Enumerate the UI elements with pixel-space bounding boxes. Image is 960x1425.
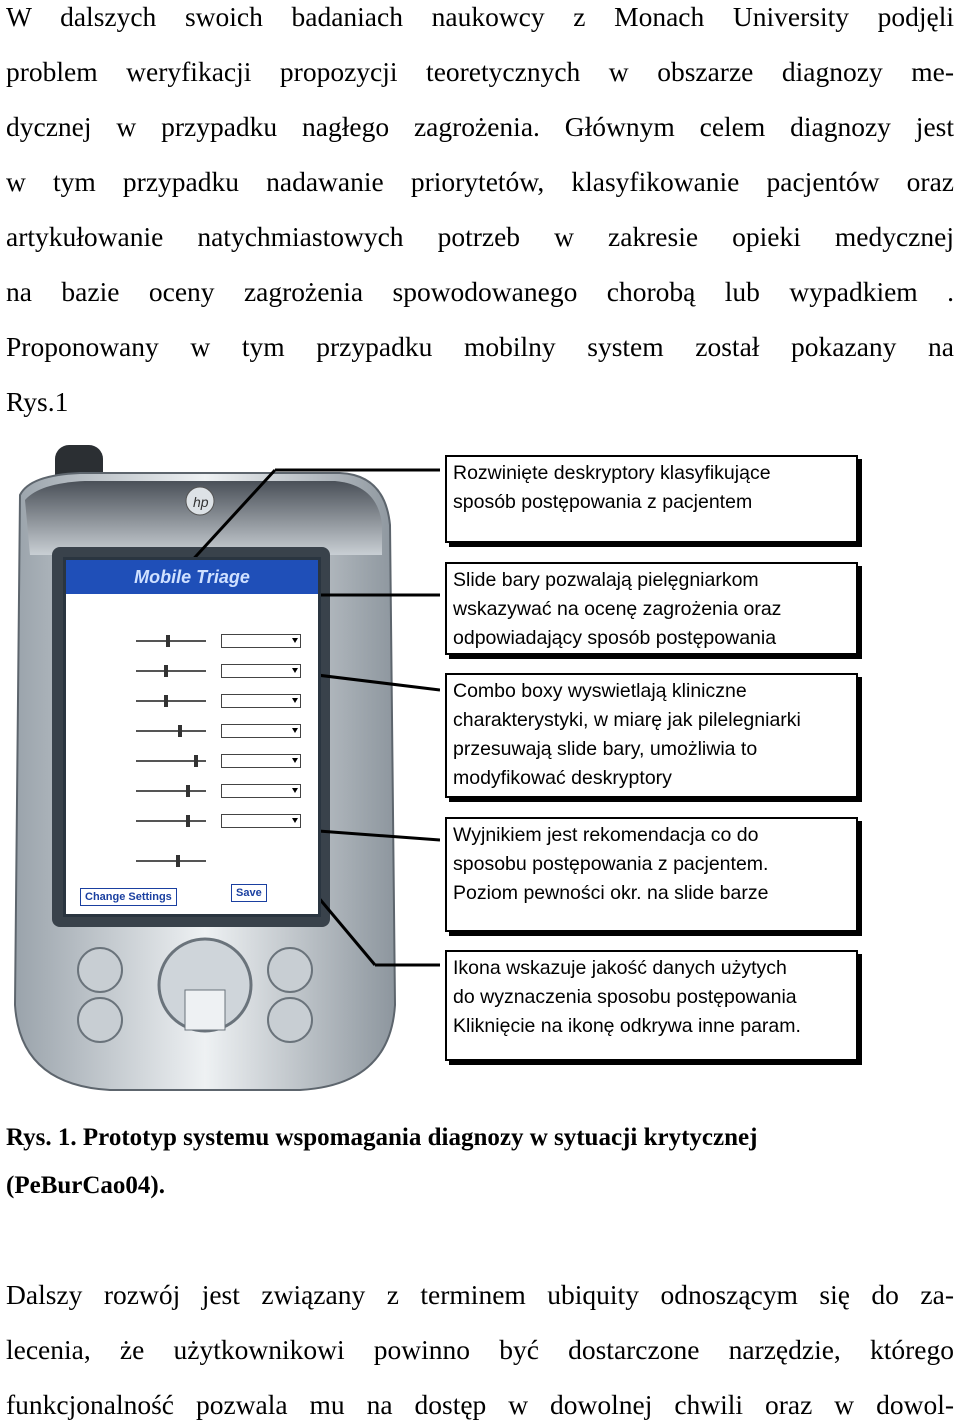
annotation-combo-boxes [445,673,858,798]
annotation-line: Wyjnikiem jest rekomendacja co do [453,824,759,846]
slider[interactable] [136,820,206,822]
combo-box[interactable] [221,814,301,828]
annotation-line: do wyznaczenia sposobu postępowania [453,986,797,1008]
slider-knob[interactable] [166,635,170,647]
annotation-line: odpowiadający sposób postępowania [453,627,777,649]
text-line: dycznej w przypadku nagłego zagrożenia. Głównym celem diagnozy jest [6,111,954,142]
annotation-descriptors [445,455,858,543]
slider-knob[interactable] [178,725,182,737]
slider[interactable] [136,860,206,862]
slider[interactable] [136,640,206,642]
svg-text:hp: hp [193,494,209,510]
combo-box[interactable] [221,664,301,678]
slider-knob[interactable] [176,855,180,867]
figure-caption-line1: Rys. 1. Prototyp systemu wspomagania diagnozy w sytuacji krytycznej [6,1124,758,1151]
annotation-line: Kliknięcie na ikonę odkrywa inne param. [453,1015,801,1037]
annotation-line: modyfikować deskryptory [453,767,672,789]
annotation-line: charakterystyki, w miarę jak pilelegniarki [453,709,801,731]
text-line: w tym przypadku nadawanie priorytetów, klasyfikowanie pacjentów oraz [6,166,954,197]
annotation-slide-bars [445,562,858,655]
combo-box[interactable] [221,754,301,768]
save-button[interactable]: Save [231,884,267,902]
annotation-recommendation [445,817,858,932]
annotation-line: Slide bary pozwalają pielęgniarkom [453,569,759,591]
text-line: lecenia, że użytkownikowi powinno być dostarczone narzędzie, którego [6,1334,954,1365]
slider[interactable] [136,790,206,792]
combo-box[interactable] [221,694,301,708]
annotation-line: Combo boxy wyswietlają kliniczne [453,680,747,702]
slider[interactable] [136,670,206,672]
slider[interactable] [136,730,206,732]
text-line: funkcjonalność pozwala mu na dostęp w dowolnej chwili oraz w dowol- [6,1389,954,1420]
annotation-line: Poziom pewności okr. na slide barze [453,882,769,904]
annotation-line: przesuwają slide bary, umożliwia to [453,738,758,760]
text-line: na bazie oceny zagrożenia spowodowanego chorobą lub wypadkiem . [6,276,954,307]
text-line: problem weryfikacji propozycji teoretycznych w obszarze diagnozy me- [6,56,954,87]
slider-knob[interactable] [186,785,190,797]
text-line: Proponowany w tym przypadku mobilny system został pokazany na [6,331,954,362]
annotation-line: Rozwinięte deskryptory klasyfikujące [453,462,771,484]
slider-knob[interactable] [164,665,168,677]
slider-knob[interactable] [186,815,190,827]
text-line: artykułowanie natychmiastowych potrzeb w zakresie opieki medycznej [6,221,954,252]
annotation-line: Ikona wskazuje jakość danych użytych [453,957,787,979]
text-line: Rys.1 [6,386,69,417]
screen-title: Mobile Triage [66,560,318,594]
text-line: Dalszy rozwój jest związany z terminem ubiquity odnoszącym się do za- [6,1279,954,1310]
combo-box[interactable] [221,724,301,738]
combo-box[interactable] [221,784,301,798]
pda-screen [63,557,321,917]
annotation-line: sposobu postępowania z pacjentem. [453,853,769,875]
slider[interactable] [136,700,206,702]
annotation-line: sposób postępowania z pacjentem [453,491,753,513]
slider-knob[interactable] [194,755,198,767]
figure-pda-triage [0,445,960,1095]
change-settings-button[interactable]: Change Settings [80,888,177,906]
combo-box[interactable] [221,634,301,648]
figure-caption-line2: (PeBurCao04). [6,1172,165,1199]
text-line: W dalszych swoich badaniach naukowcy z Monach University podjęli [6,1,954,32]
annotation-line: wskazywać na ocenę zagrożenia oraz [453,598,782,620]
annotation-data-quality-icon [445,950,858,1061]
slider-knob[interactable] [164,695,168,707]
